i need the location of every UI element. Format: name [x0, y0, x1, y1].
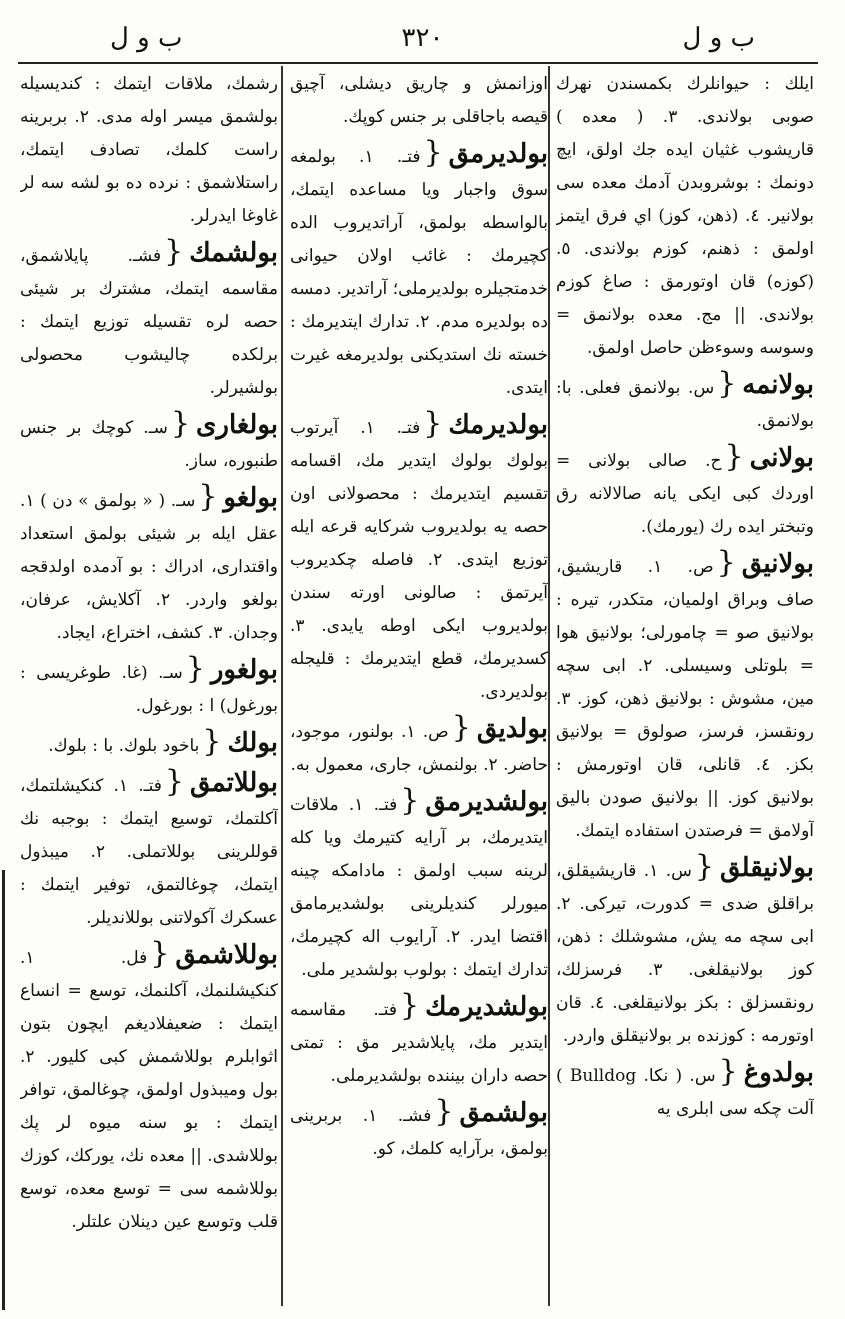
- entry-definition: سـ. ( « بولمق » دن ) ١. عقل ايله بر شيئى بولمق استعداد واقتدارى، ادراك : بو آدمده اولدقجه بولغو واردر. ٢. آكلايش، عرفان، وجدان. ٣. كشف، اختراع، ايجاد.: [20, 491, 278, 643]
- entry-headword: بولانمه: [742, 370, 814, 400]
- entry-brace: {: [185, 651, 205, 686]
- entry-brace: {: [716, 545, 736, 580]
- entry-definition: س. بولانمق فعلى. با: بولانمق.: [556, 378, 814, 431]
- page-edge-mark: [2, 870, 5, 1310]
- entry-definition: ايلك : حيوانلرك بكمسندن نهرك صوبى بولاندى. ٣. ( معده ) قاريشوب غثيان ايده جك اولق، ايچ دونمك : بوشروبدن آدمك معده سى بولانير. ٤. (ذهن، كوز) اي فرق ايتمز اولمق : ذهنم، كوزم بولاندى. ٥. (كوزه) قان اوتورمق : صاغ كوزم بولاندى. || مج. معده بولانمق = وسوسه وسوءظن حاصل اولمق.: [556, 74, 814, 358]
- entry-definition: فتـ. ١. ملاقات ايتديرمك، بر آرايه كتيرمك ويا كله لرينه سبب اولمق : مادامكه چينه ميورلر كنديلرينى بولشديرمامق اقتضا ايدر. ٢. آرايوب اله كچيرمك، تدارك ايتمك : بولوب بولشدير ملى.: [290, 795, 548, 980]
- entry-brace: {: [434, 1094, 454, 1129]
- entry-definition: فشـ. ١. بربرينى بولمق، برآرايه كلمك، كو.: [290, 1106, 548, 1159]
- entry-headword: بولشمك: [189, 238, 278, 268]
- entry-definition: س. ١. قاريشيقلق، براقلق ضدى = كدورت، تيركى. ٢. ابى سچه مه يش، مشوشلك : ذهن، كوز بولانيقلغى. ٣. فرسزلك، رونقسزلق : بكز بولانيقلغى. ٤. قان اوتورمه : كوزنده بر بولانيقلق واردر.: [556, 861, 814, 1046]
- entry-headword: بوللاتمق: [189, 768, 278, 798]
- entry-brace: {: [423, 135, 443, 170]
- header-guide-right: ب و ل: [682, 23, 755, 53]
- entry-definition: فل. ١. كنكيشلنمك، آكلنمك، توسع = انساع ايتمك : ضعيفلاديغم ايچون بتون اثوابلرم بوللاشمش كبى كليور. ٢. بول وميبذول اولمق، چوغالمق، توافر ايتمك : بو سنه ميوه لر پك بوللاشدى. || معده نك، يوركك، كوزك بوللاشمه سى = توسع معده، توسع قلب وتوسع عين دينلان علتلر.: [20, 948, 278, 1232]
- dictionary-entry: [290, 784, 548, 987]
- dictionary-entry: [290, 136, 548, 405]
- entry-headword: بولغارى: [196, 410, 278, 440]
- page-number: ٣٢٠: [401, 23, 444, 53]
- dictionary-entry: [20, 765, 278, 935]
- entry-headword: بولغو: [223, 483, 278, 513]
- dictionary-entry: [290, 1095, 548, 1166]
- entry-headword: بولانيقلق: [719, 853, 814, 883]
- column-divider-left: [281, 66, 283, 1306]
- dictionary-entry: [290, 407, 548, 709]
- entry-brace: {: [724, 439, 744, 474]
- entry-brace: {: [170, 406, 191, 441]
- entry-definition: ص. ١. قاريشيق، صاف وبراق اولميان، متكدر، تيره : بولانيق صو = چامورلى؛ بولانيق هوا = بلوتلى وسيسلى. ٢. ابى سچه مين، مشوش : بولانيق ذهن، كوز. ٣. رونقسز، فرسز، صولوق = بولانيق بكز. ٤. قانلى، قان اوتورمش : بولانيق كوز. || بولانيق صودن باليق آولامق = فرصتدن استفاده ايتمك.: [556, 557, 814, 841]
- dictionary-entry: [20, 407, 278, 478]
- entry-headword: بولانيق: [741, 549, 814, 579]
- entry-definition: اوزانمش و چاريق ديشلى، آچيق قيصه باجاقلى بر جنس كوپك.: [290, 74, 548, 127]
- dictionary-entry: [556, 1055, 814, 1126]
- entry-brace: {: [400, 783, 420, 818]
- entry-brace: {: [423, 406, 443, 441]
- dictionary-entry: [20, 235, 278, 405]
- entry-definition: فتـ. ١. آيرتوب بولوك بولوك ايتدير مك، اقسامه تقسيم ايتديرمك : محصولانى اون حصه يه بولديروب شركايه قرعه ايله توزيع ايتدى. ٢. فاصله چكديروب آيرتمق : صالونى اورته سندن بولديروب ايكى اوطه يايدى. ٣. كسديرمك، قطع ايتديرمك : قليجله بولديردى.: [290, 418, 548, 702]
- entry-definition: رشمك، ملاقات ايتمك : كنديسيله بولشمق ميسر اوله مدى. ٢. بربرينه راست كلمك، تصادف ايتمك، راستلاشمق : نرده ده بو لشه سه لر غاوغا ايدرلر.: [20, 74, 278, 226]
- dictionary-entry: [290, 989, 548, 1093]
- entry-headword: بولغور: [210, 655, 278, 685]
- entry-definition: س. ( نكا. Bulldog ) آلت چكه سى ابلرى يه: [556, 1066, 814, 1119]
- column-divider-right: [548, 66, 550, 1306]
- entry-headword: بولك: [227, 728, 278, 758]
- entry-brace: {: [164, 764, 184, 799]
- entry-headword: بولشمق: [459, 1098, 548, 1128]
- entry-headword: بولديرمك: [448, 410, 548, 440]
- entry-brace: {: [717, 366, 737, 401]
- dictionary-entry: [556, 850, 814, 1053]
- header-rule: [18, 62, 818, 64]
- dictionary-entry: [20, 68, 278, 233]
- entry-definition: فتـ. مقاسمه ايتدير مك، پايلاشدير مق : تمتى حصه داران بيننده بولشديرملى.: [290, 1000, 548, 1086]
- dictionary-entry: [290, 68, 548, 134]
- page-header: [0, 18, 845, 58]
- dictionary-entry: [20, 480, 278, 650]
- entry-headword: بولديق: [476, 714, 548, 744]
- column-left: [20, 68, 278, 1304]
- entry-brace: {: [198, 479, 218, 514]
- entry-definition: فشـ. پايلاشمق، مقاسمه ايتمك، مشترك بر شيئى حصه لره تقسيله توزيع ايتمك : برلكده چاليشوب محصولى بولشيرلر.: [20, 246, 278, 398]
- entry-headword: بولدوغ: [743, 1058, 814, 1088]
- entry-headword: بولديرمق: [448, 139, 548, 169]
- entry-brace: {: [202, 724, 222, 759]
- entry-headword: بولشديرمك: [425, 992, 548, 1022]
- entry-definition: سـ. كوچك بر جنس طنبوره، ساز.: [20, 418, 278, 471]
- dictionary-entry: [556, 367, 814, 438]
- entry-brace: {: [164, 234, 184, 269]
- entry-headword: بولانى: [749, 443, 814, 473]
- dictionary-entry: [290, 711, 548, 782]
- entry-headword: بوللاشمق: [175, 940, 278, 970]
- entry-definition: فتـ. ١. بولمغه سوق واجبار ويا مساعده ايتمك، بالواسطه بولمق، آراتديروب الده كچيرمك : غائب اولان حيوانى خدمتجيلره بولديرملى؛ آراتدير. دمسه ده بولديره مدم. ٢. تدارك ايتديرمك : خسته نك استديكنى بولديرمغه غيرت ايتدى.: [290, 147, 548, 398]
- column-right: [556, 68, 814, 1304]
- entry-brace: {: [694, 849, 714, 884]
- entry-headword: بولشديرمق: [425, 787, 548, 817]
- dictionary-entry: [556, 68, 814, 365]
- entry-definition: ص. ١. بولنور، موجود، حاضر. ٢. بولنمش، جارى، معمول به.: [290, 722, 548, 775]
- dictionary-entry: [556, 546, 814, 848]
- entry-definition: سـ. (غا. طوغريسى : بورغول) ا : بورغول.: [20, 663, 278, 716]
- entry-brace: {: [451, 710, 471, 745]
- entry-brace: {: [150, 936, 170, 971]
- dictionary-entry: [20, 937, 278, 1239]
- entry-definition: فتـ. ١. كنكيشلتمك، آكلتمك، توسيع ايتمك : بوجبه نك قوللرينى بوللاتملى. ٢. ميبذول ايتمك، چوغالتمق، توفير ايتمك : عسكرك آكولاتنى بوللانديلر.: [20, 776, 278, 928]
- entry-definition: ح. صالى بولانى = اوردك كبى ايكى يانه صالالانه رق وتبختر ايده رك (يورمك).: [556, 451, 814, 537]
- entry-brace: {: [718, 1054, 738, 1089]
- dictionary-entry: [20, 652, 278, 723]
- header-guide-left: ب و ل: [110, 23, 183, 53]
- entry-definition: باخود بلوك. با : بلوك.: [48, 736, 200, 756]
- entry-brace: {: [400, 988, 420, 1023]
- dictionary-entry: [20, 725, 278, 763]
- column-middle: [290, 68, 548, 1304]
- dictionary-entry: [556, 440, 814, 544]
